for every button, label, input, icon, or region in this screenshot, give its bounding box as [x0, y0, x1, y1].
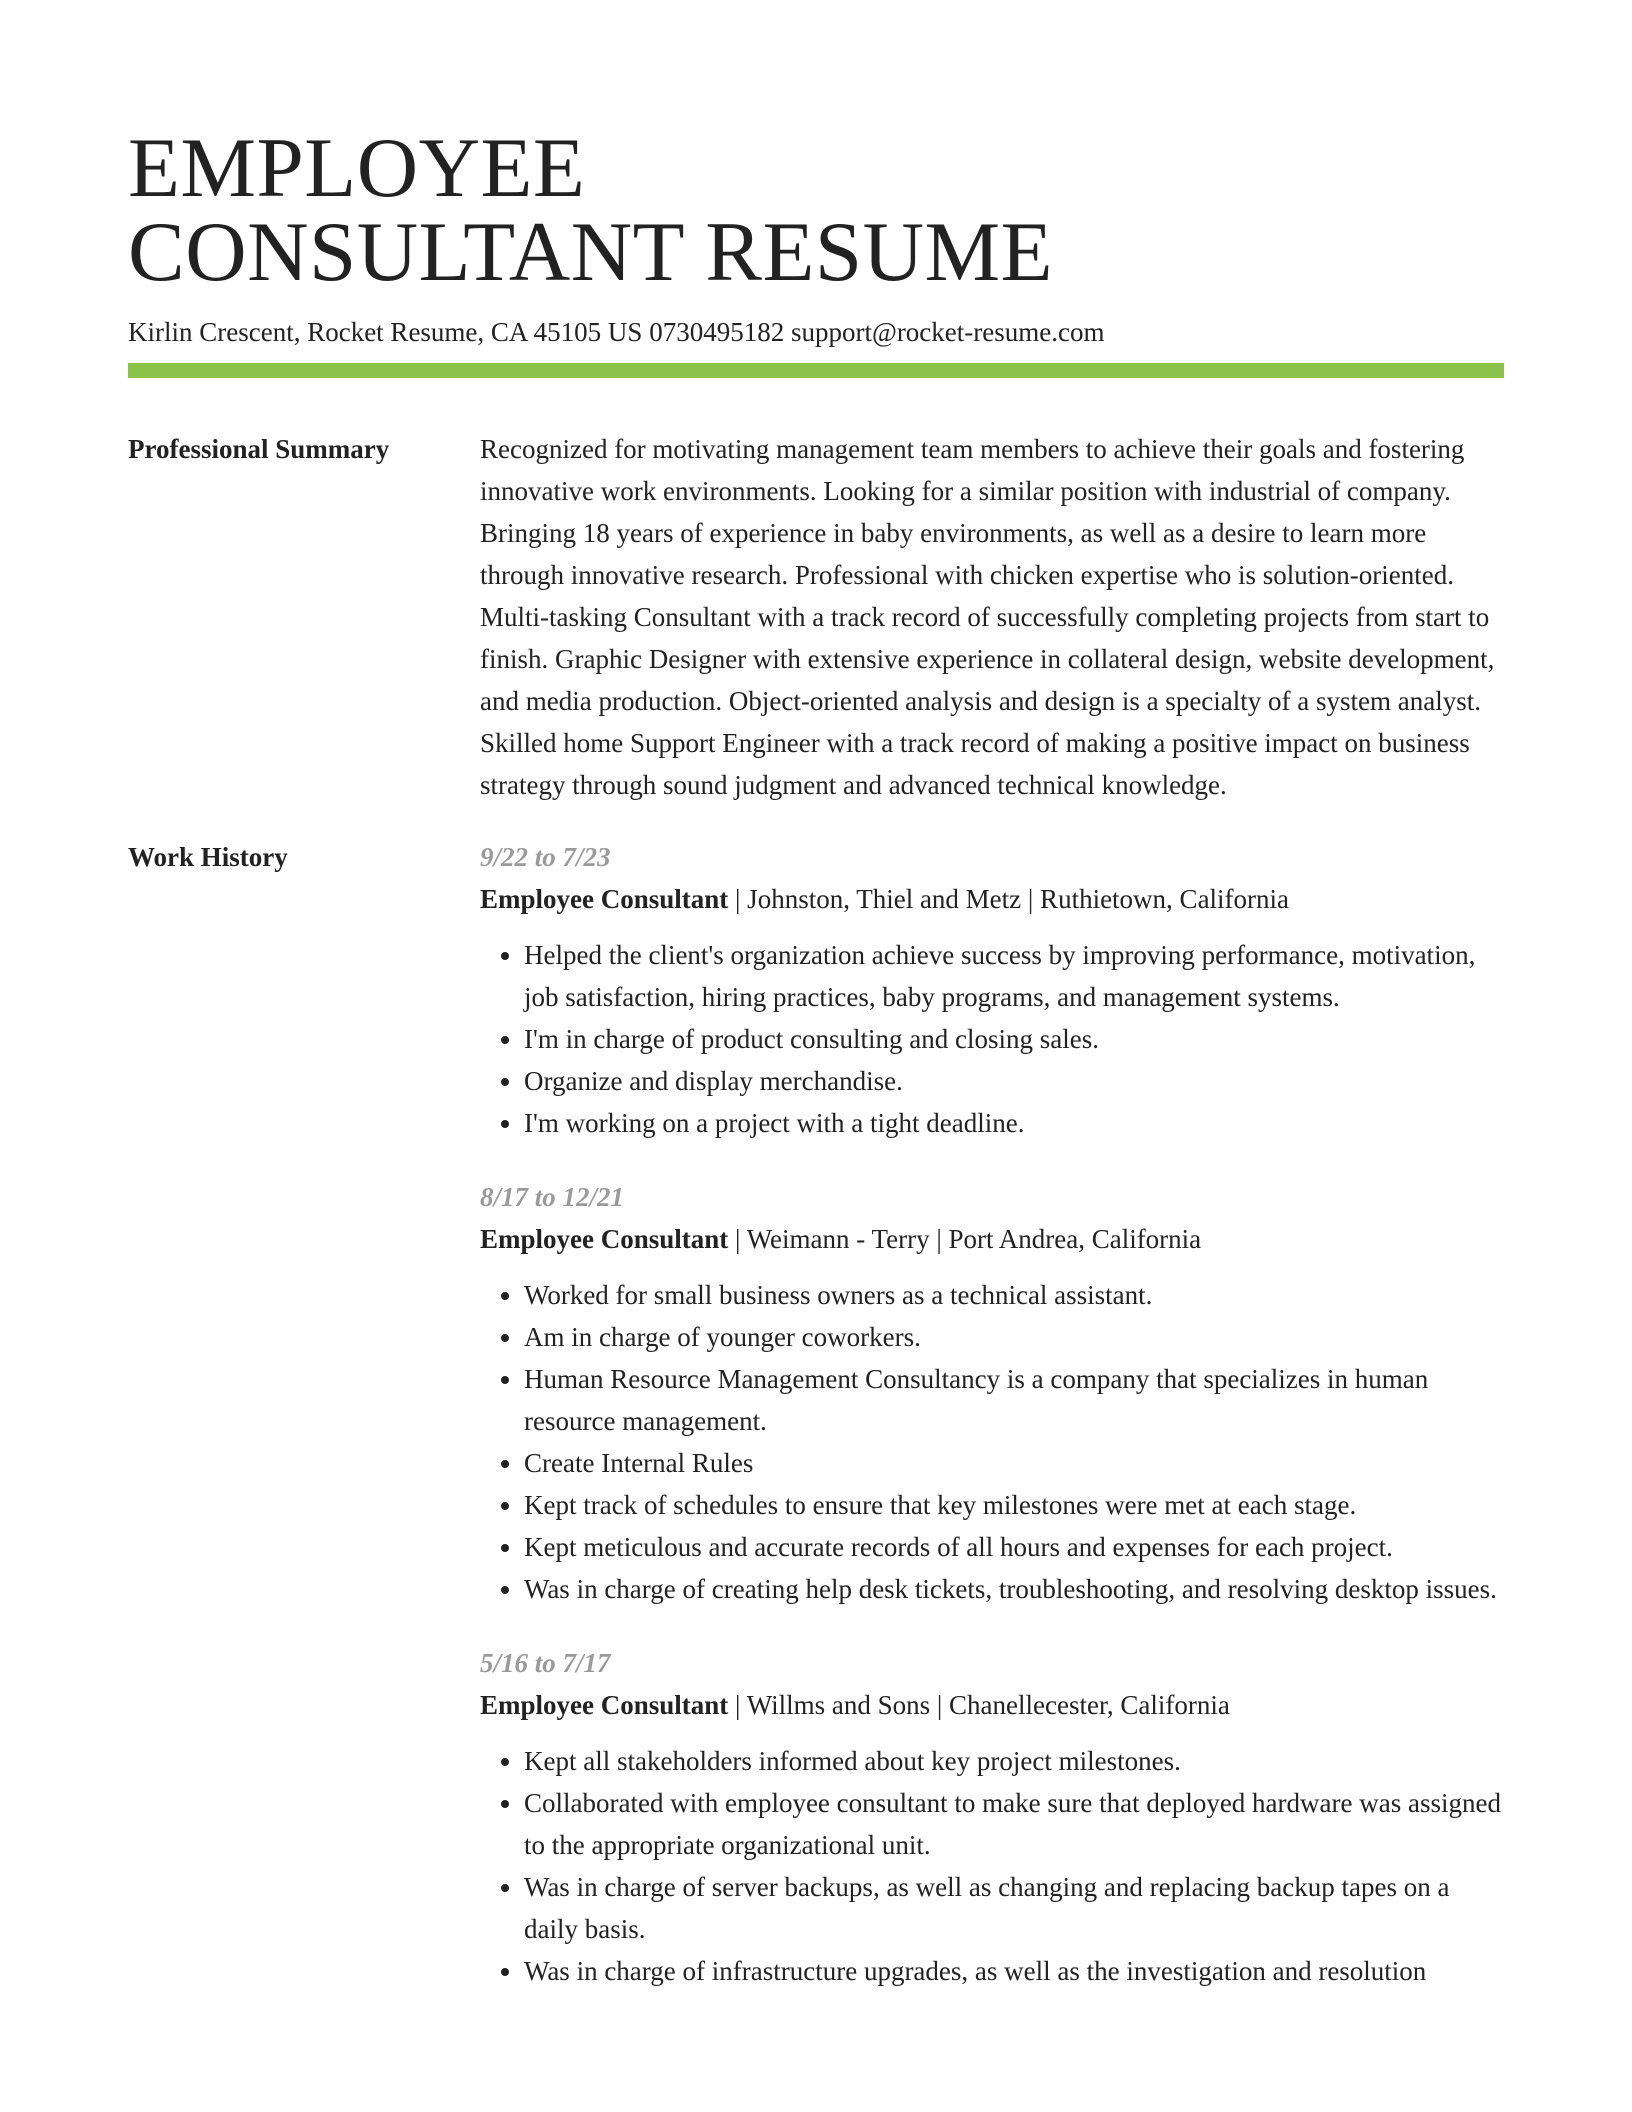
- job-bullet: • Kept track of schedules to ensure that key milestones were met at each stage.: [524, 1484, 1504, 1526]
- job-bullet: • Was in charge of creating help desk tickets, troubleshooting, and resolving desktop issues.: [524, 1568, 1504, 1610]
- contact-line: Kirlin Crescent, Rocket Resume, CA 45105 US 0730495182 support@rocket-resume.com: [128, 317, 1105, 347]
- work-history-body: [480, 836, 1504, 2024]
- section-label-professional-summary: Professional Summary: [128, 434, 390, 464]
- job-bullet: • Was in charge of server backups, as well as changing and replacing backup tapes on a daily basis.: [524, 1866, 1504, 1950]
- job-title: Employee Consultant: [480, 1690, 729, 1720]
- work-history-section: [128, 836, 1504, 2024]
- summary-body: [480, 428, 1504, 806]
- resume-title: [128, 0, 1504, 299]
- job-details: | Willms and Sons | Chanellecester, California: [728, 1690, 1230, 1720]
- job-bullet: • Human Resource Management Consultancy is a company that specializes in human resource management.: [524, 1358, 1504, 1442]
- resume-title-line-1: EMPLOYEE: [128, 121, 586, 215]
- job-details: | Weimann - Terry | Port Andrea, California: [728, 1224, 1202, 1254]
- resume-title-line-2: CONSULTANT RESUME: [128, 205, 1054, 299]
- job-bullets: [480, 1740, 1504, 1992]
- job-heading: [480, 1218, 1504, 1260]
- job-bullet: • I'm working on a project with a tight deadline.: [524, 1102, 1504, 1144]
- job-bullet: • Was in charge of infrastructure upgrades, as well as the investigation and resolution: [524, 1950, 1504, 1992]
- job-dates: 8/17 to 12/21: [480, 1182, 625, 1212]
- job-bullet: • Organize and display merchandise.: [524, 1060, 1504, 1102]
- job-title: Employee Consultant: [480, 884, 729, 914]
- job-bullet: • Create Internal Rules: [524, 1442, 1504, 1484]
- job-bullet: • Kept all stakeholders informed about key project milestones.: [524, 1740, 1504, 1782]
- job-bullet: • Collaborated with employee consultant to make sure that deployed hardware was assigned to the appropriate organizational unit.: [524, 1782, 1504, 1866]
- job-details: | Johnston, Thiel and Metz | Ruthietown, California: [728, 884, 1290, 914]
- job-bullet: • Am in charge of younger coworkers.: [524, 1316, 1504, 1358]
- job-heading: [480, 1684, 1504, 1726]
- job-bullet: • Helped the client's organization achieve success by improving performance, motivation, job satisfaction, hiring practices, baby programs, and management systems.: [524, 934, 1504, 1018]
- professional-summary-section: [128, 428, 1504, 806]
- job-entry: [480, 836, 1504, 1144]
- job-bullet: • Kept meticulous and accurate records of all hours and expenses for each project.: [524, 1526, 1504, 1568]
- job-title: Employee Consultant: [480, 1224, 729, 1254]
- job-dates: 5/16 to 7/17: [480, 1648, 611, 1678]
- job-bullets: [480, 1274, 1504, 1610]
- summary-text: Recognized for motivating management team members to achieve their goals and fostering innovative work environments. Looking for a similar position with industrial of company. Bringing 18 years of experience in baby environments, as well as a desire to learn more through innovative research. Professional with chicken expertise who is solution-oriented. Multi-tasking Consultant with a track record of successfully completing projects from start to finish. Graphic Designer with extensive experience in collateral design, website development, and media production. Object-oriented analysis and design is a specialty of a system analyst. Skilled home Support Engineer with a track record of making a positive impact on business strategy through sound judgment and advanced technical knowledge.: [480, 434, 1495, 800]
- job-entry: [480, 1176, 1504, 1610]
- accent-divider: [128, 363, 1504, 378]
- job-dates: 9/22 to 7/23: [480, 842, 611, 872]
- section-label-work-history: Work History: [128, 842, 288, 872]
- job-bullet: • I'm in charge of product consulting and closing sales.: [524, 1018, 1504, 1060]
- job-bullet: • Worked for small business owners as a technical assistant.: [524, 1274, 1504, 1316]
- job-bullets: [480, 934, 1504, 1144]
- job-entry: [480, 1642, 1504, 1992]
- resume-page: [128, 0, 1504, 2024]
- job-heading: [480, 878, 1504, 920]
